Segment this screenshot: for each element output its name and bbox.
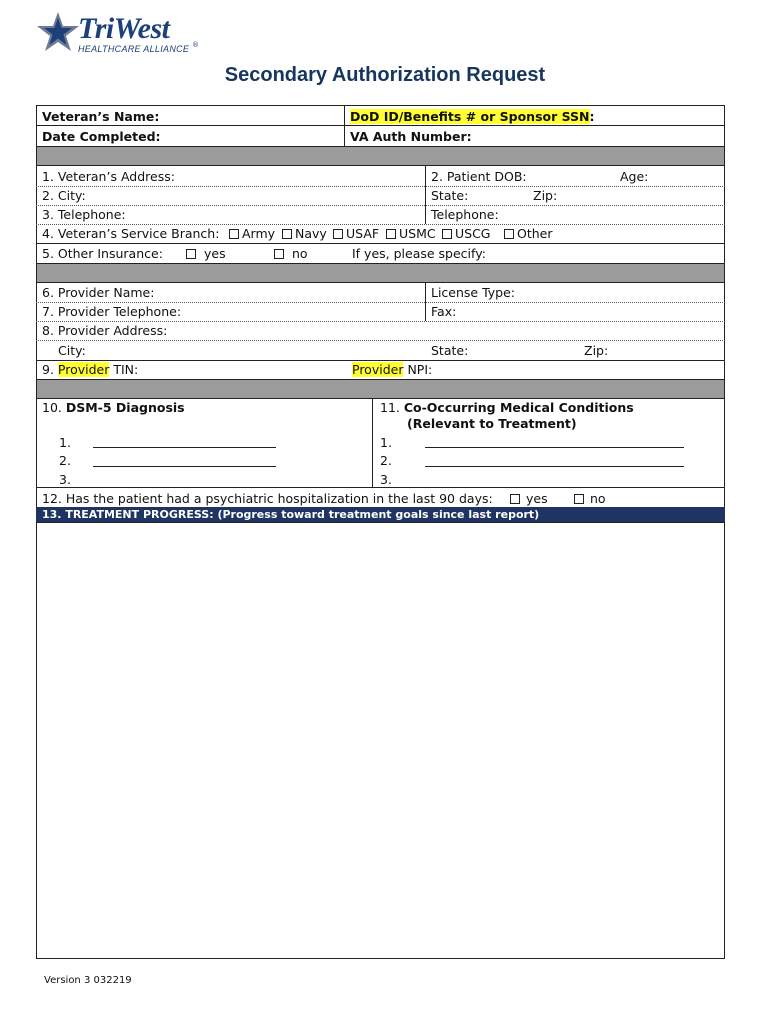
co-item-1: 1. xyxy=(380,435,392,450)
provider-city-label: City: xyxy=(58,343,86,358)
no-checkbox[interactable] xyxy=(274,249,284,259)
page-title: Secondary Authorization Request xyxy=(224,64,546,86)
other-insurance-no[interactable]: no xyxy=(274,246,308,261)
va-auth-label: VA Auth Number: xyxy=(350,129,472,144)
veteran-address-label: 1. Veteran’s Address: xyxy=(42,169,175,184)
hospitalization-yes[interactable]: yes xyxy=(510,491,548,506)
city-label: 2. City: xyxy=(42,188,86,203)
other-insurance-yes[interactable]: yes xyxy=(186,246,226,261)
army-checkbox[interactable] xyxy=(229,229,239,239)
veteran-name-label: Veteran’s Name: xyxy=(42,109,160,124)
version-label: Version 3 032219 xyxy=(44,975,132,986)
provider-address-label: 8. Provider Address: xyxy=(42,323,168,338)
dsm-item-3: 3. xyxy=(59,472,71,487)
section-divider xyxy=(36,263,725,283)
hosp-yes-checkbox[interactable] xyxy=(510,494,520,504)
dsm-field-1[interactable] xyxy=(93,447,276,448)
star-logo-icon xyxy=(34,10,82,54)
dsm-field-2[interactable] xyxy=(93,466,276,467)
section-divider xyxy=(36,379,725,399)
treatment-progress-banner: 13. TREATMENT PROGRESS: (Progress toward treatment goals since last report) xyxy=(36,507,725,523)
provider-name-label: 6. Provider Name: xyxy=(42,285,155,300)
co-field-2[interactable] xyxy=(425,466,684,467)
usaf-checkbox[interactable] xyxy=(333,229,343,239)
license-type-label: License Type: xyxy=(431,285,516,300)
telephone2-label: Telephone: xyxy=(431,207,499,222)
service-branch-label: 4. Veteran’s Service Branch: xyxy=(42,226,220,241)
other-checkbox[interactable] xyxy=(504,229,514,239)
fax-label: Fax: xyxy=(431,304,457,319)
branch-army-option[interactable]: Army xyxy=(229,226,275,241)
dsm-item-2: 2. xyxy=(59,453,71,468)
branch-other-option[interactable]: Other xyxy=(504,226,553,241)
branch-usaf-option[interactable]: USAF xyxy=(333,226,379,241)
provider-telephone-label: 7. Provider Telephone: xyxy=(42,304,182,319)
dod-id-label: DoD ID/Benefits # or Sponsor SSN: xyxy=(350,109,595,124)
state-label: State: xyxy=(431,188,469,203)
specify-label: If yes, please specify: xyxy=(352,246,486,261)
branch-navy-option[interactable]: Navy xyxy=(282,226,327,241)
dsm-item-1: 1. xyxy=(59,435,71,450)
age-label: Age: xyxy=(620,169,649,184)
provider-npi-label: Provider NPI: xyxy=(352,362,433,377)
usmc-checkbox[interactable] xyxy=(386,229,396,239)
co-occurring-subheading: (Relevant to Treatment) xyxy=(407,416,577,431)
hospitalization-question: 12. Has the patient had a psychiatric hospitalization in the last 90 days: xyxy=(42,491,493,506)
provider-tin-label: 9. Provider TIN: xyxy=(42,362,139,377)
co-field-1[interactable] xyxy=(425,447,684,448)
logo-wordmark: TriWest xyxy=(78,12,170,45)
provider-zip-label: Zip: xyxy=(584,343,609,358)
hospitalization-no[interactable]: no xyxy=(574,491,606,506)
patient-dob-label: 2. Patient DOB: xyxy=(431,169,527,184)
yes-checkbox[interactable] xyxy=(186,249,196,259)
navy-checkbox[interactable] xyxy=(282,229,292,239)
logo-subtitle: HEALTHCARE ALLIANCE xyxy=(78,44,190,54)
co-occurring-heading: 11. Co-Occurring Medical Conditions xyxy=(380,400,634,415)
triwest-logo xyxy=(34,10,204,56)
branch-usmc-option[interactable]: USMC xyxy=(386,226,436,241)
section-divider xyxy=(36,146,725,166)
branch-uscg-option[interactable]: USCG xyxy=(442,226,491,241)
zip-label: Zip: xyxy=(533,188,558,203)
co-item-3: 3. xyxy=(380,472,392,487)
other-insurance-label: 5. Other Insurance: xyxy=(42,246,163,261)
telephone-label: 3. Telephone: xyxy=(42,207,126,222)
dsm-diagnosis-heading: 10. DSM-5 Diagnosis xyxy=(42,400,185,415)
registered-mark: ® xyxy=(192,41,199,49)
date-completed-label: Date Completed: xyxy=(42,129,161,144)
provider-state-label: State: xyxy=(431,343,469,358)
treatment-progress-field[interactable] xyxy=(36,522,725,959)
hosp-no-checkbox[interactable] xyxy=(574,494,584,504)
uscg-checkbox[interactable] xyxy=(442,229,452,239)
co-item-2: 2. xyxy=(380,453,392,468)
